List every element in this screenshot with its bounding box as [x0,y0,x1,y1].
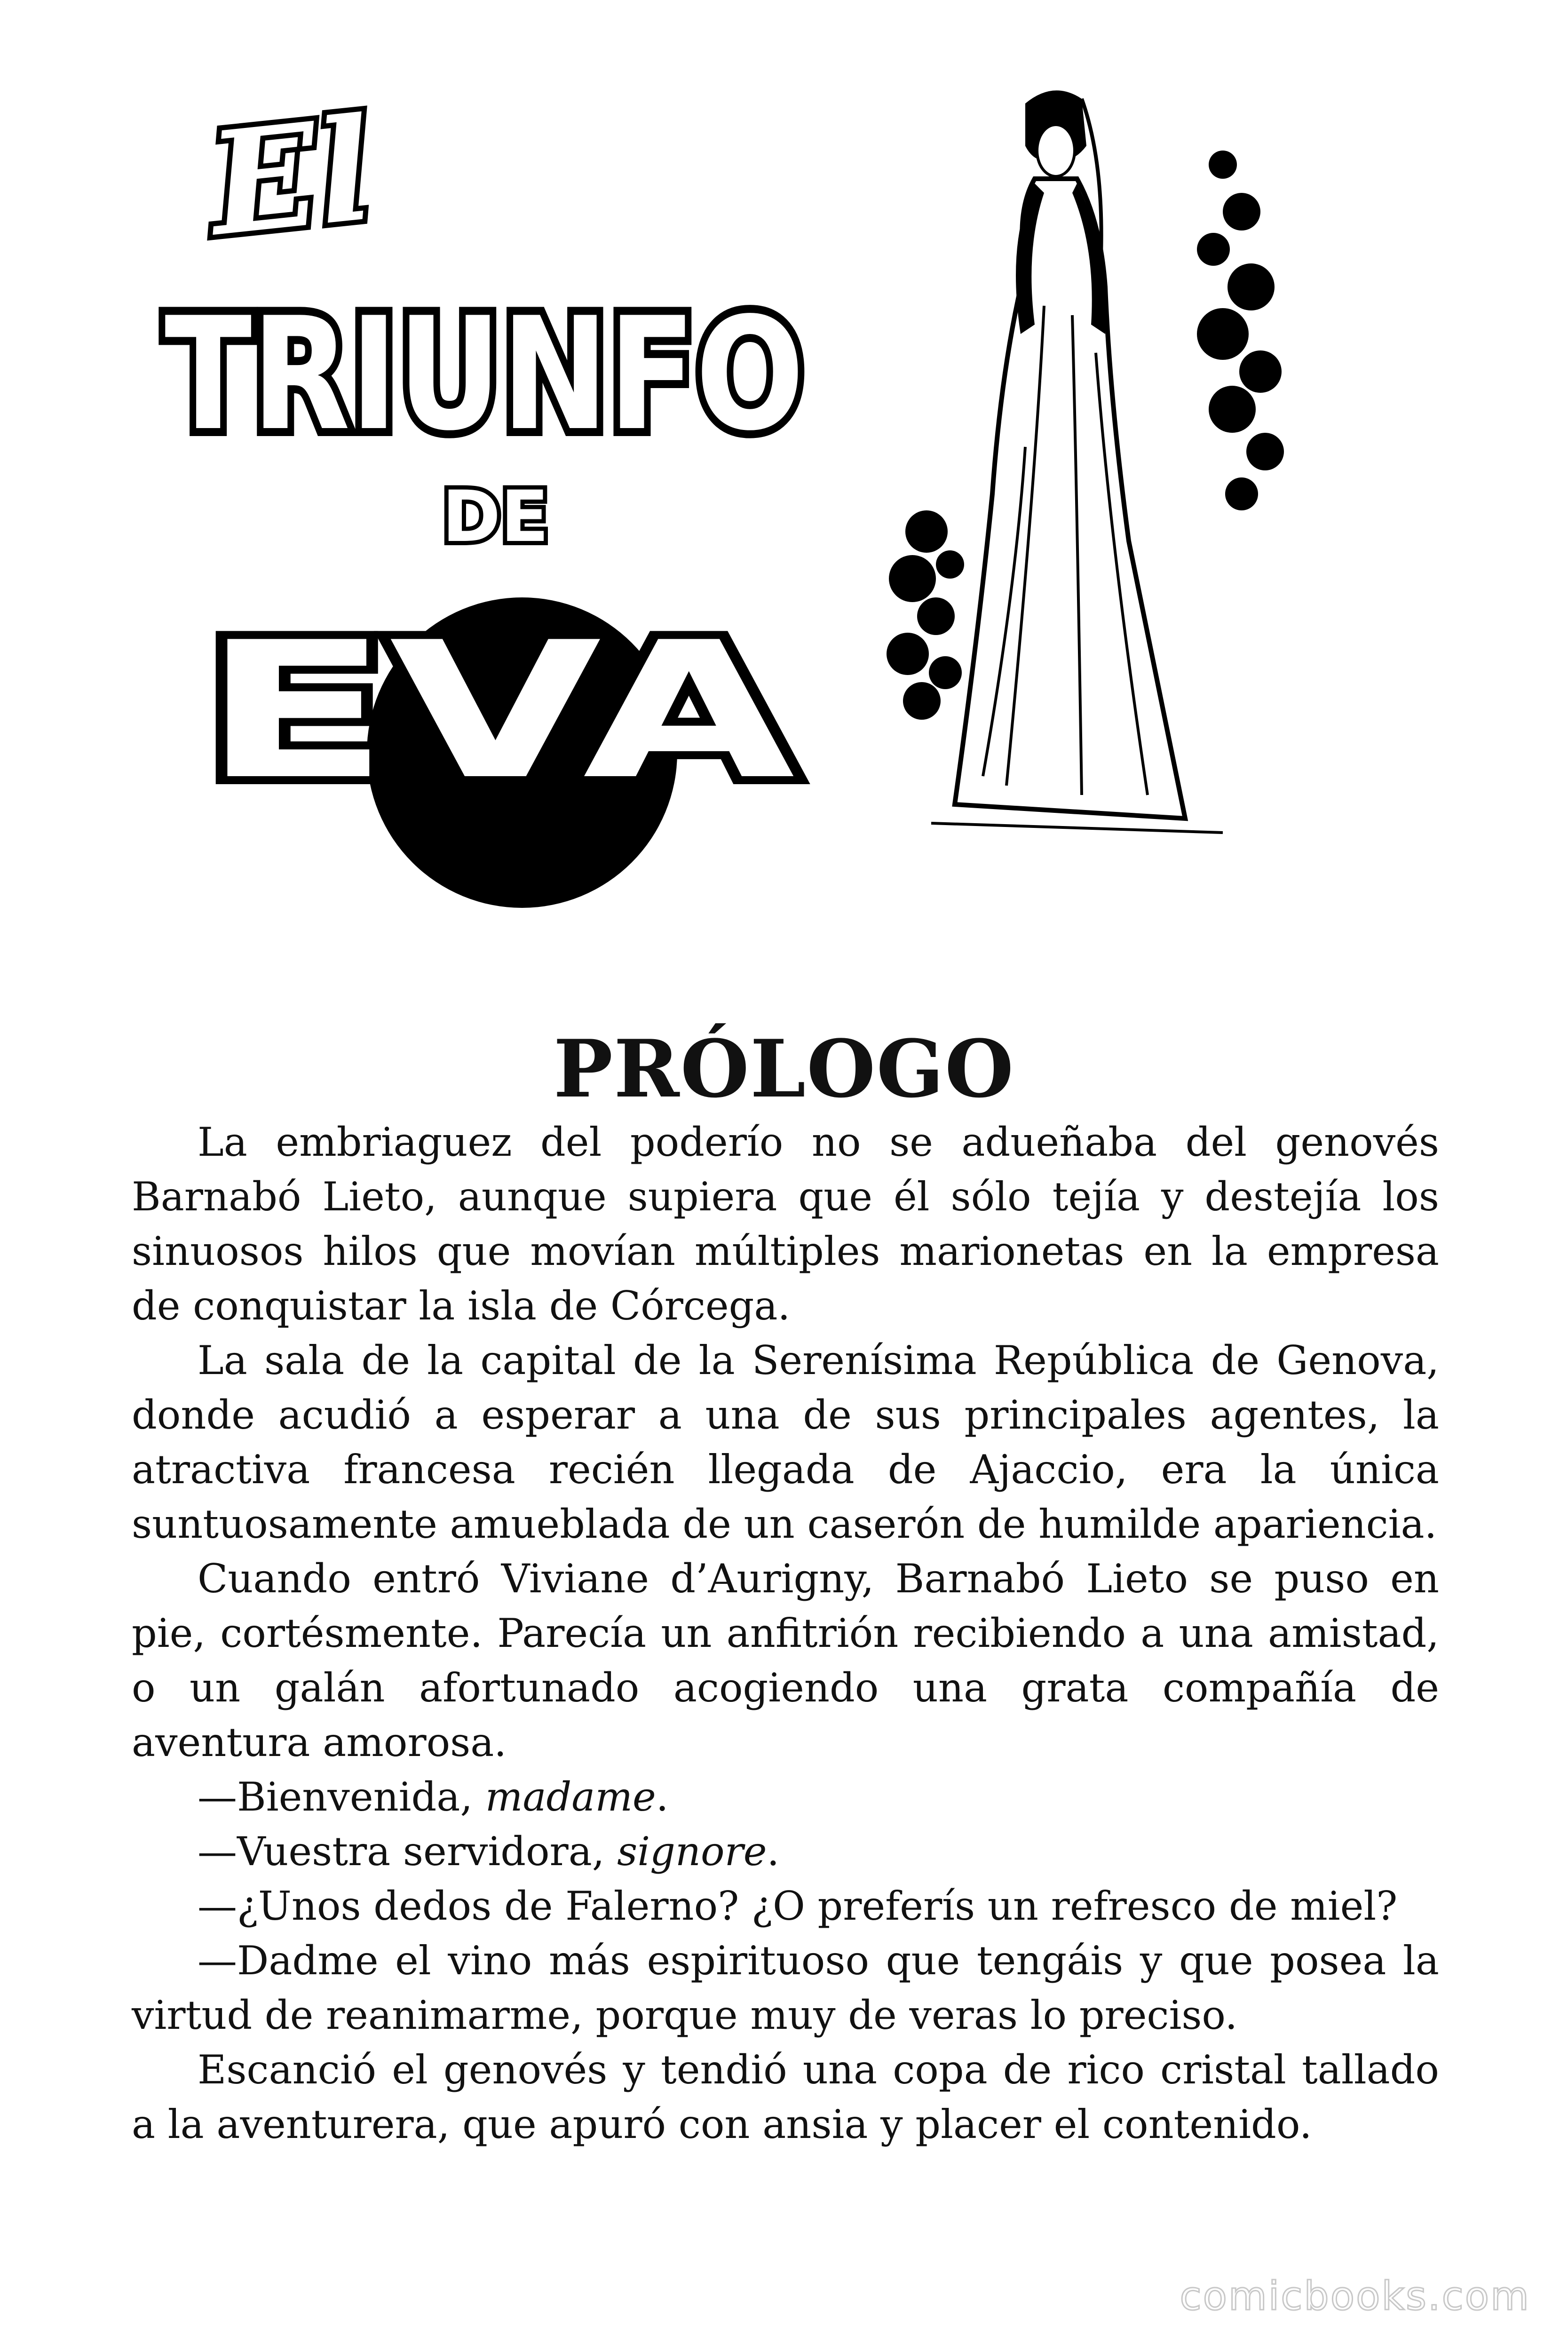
paragraph-1: La embriaguez del poderío no se adueñaba del genovés Barnabó Lieto, aunque supiera que él sólo tejía y destejía los sinuosos hilos que movían múltiples marionetas en la empresa de conquistar la isla de Córcega. [132,1119,1439,1329]
prologue-text [132,1115,1439,2152]
paragraph-3: Cuando entró Viviane d’Aurigny, Barnabó Lieto se puso en pie, cortésmente. Parecía un anfitrión recibiendo a una amistad, o un galán afortunado acogiendo una grata compañía de aventura amorosa. [132,1556,1439,1765]
paragraph-5: —Vuestra servidora, signore. [198,1828,780,1875]
paragraph-8: Escanció el genovés y tendió una copa de rico cristal tallado a la aventurera, que apuró con ansia y placer el contenido. [132,2047,1439,2147]
paragraph-2: La sala de la capital de la Serenísima República de Genova, donde acudió a esperar a una de sus principales agentes, la atractiva francesa recién llegada de Ajaccio, era la única suntuosamente amueblada de un caserón de humilde apariencia. [132,1337,1439,1547]
foliage-right [1197,151,1284,510]
figure-gown [955,179,1185,818]
logo-line-eva: EVA [202,602,797,821]
paragraph-6: —¿Unos dedos de Falerno? ¿O preferís un refresco de miel? [198,1883,1398,1929]
title-logo [155,71,837,908]
logo-line-triunfo: TRIUNFO [165,284,804,465]
paragraph-4: —Bienvenida, madame. [198,1774,669,1820]
foliage-left [887,510,964,720]
logo-line-el: El [202,86,380,268]
paragraph-7: —Dadme el vino más espirituoso que tengáis y que posea la virtud de reanimarme, porque muy de veras lo preciso. [132,1938,1439,2038]
chapter-heading: PRÓLOGO [553,1022,1015,1115]
woman-illustration [884,71,1289,851]
logo-line-de: DE [442,476,549,558]
site-watermark: comicbooks.com [1180,2273,1530,2319]
